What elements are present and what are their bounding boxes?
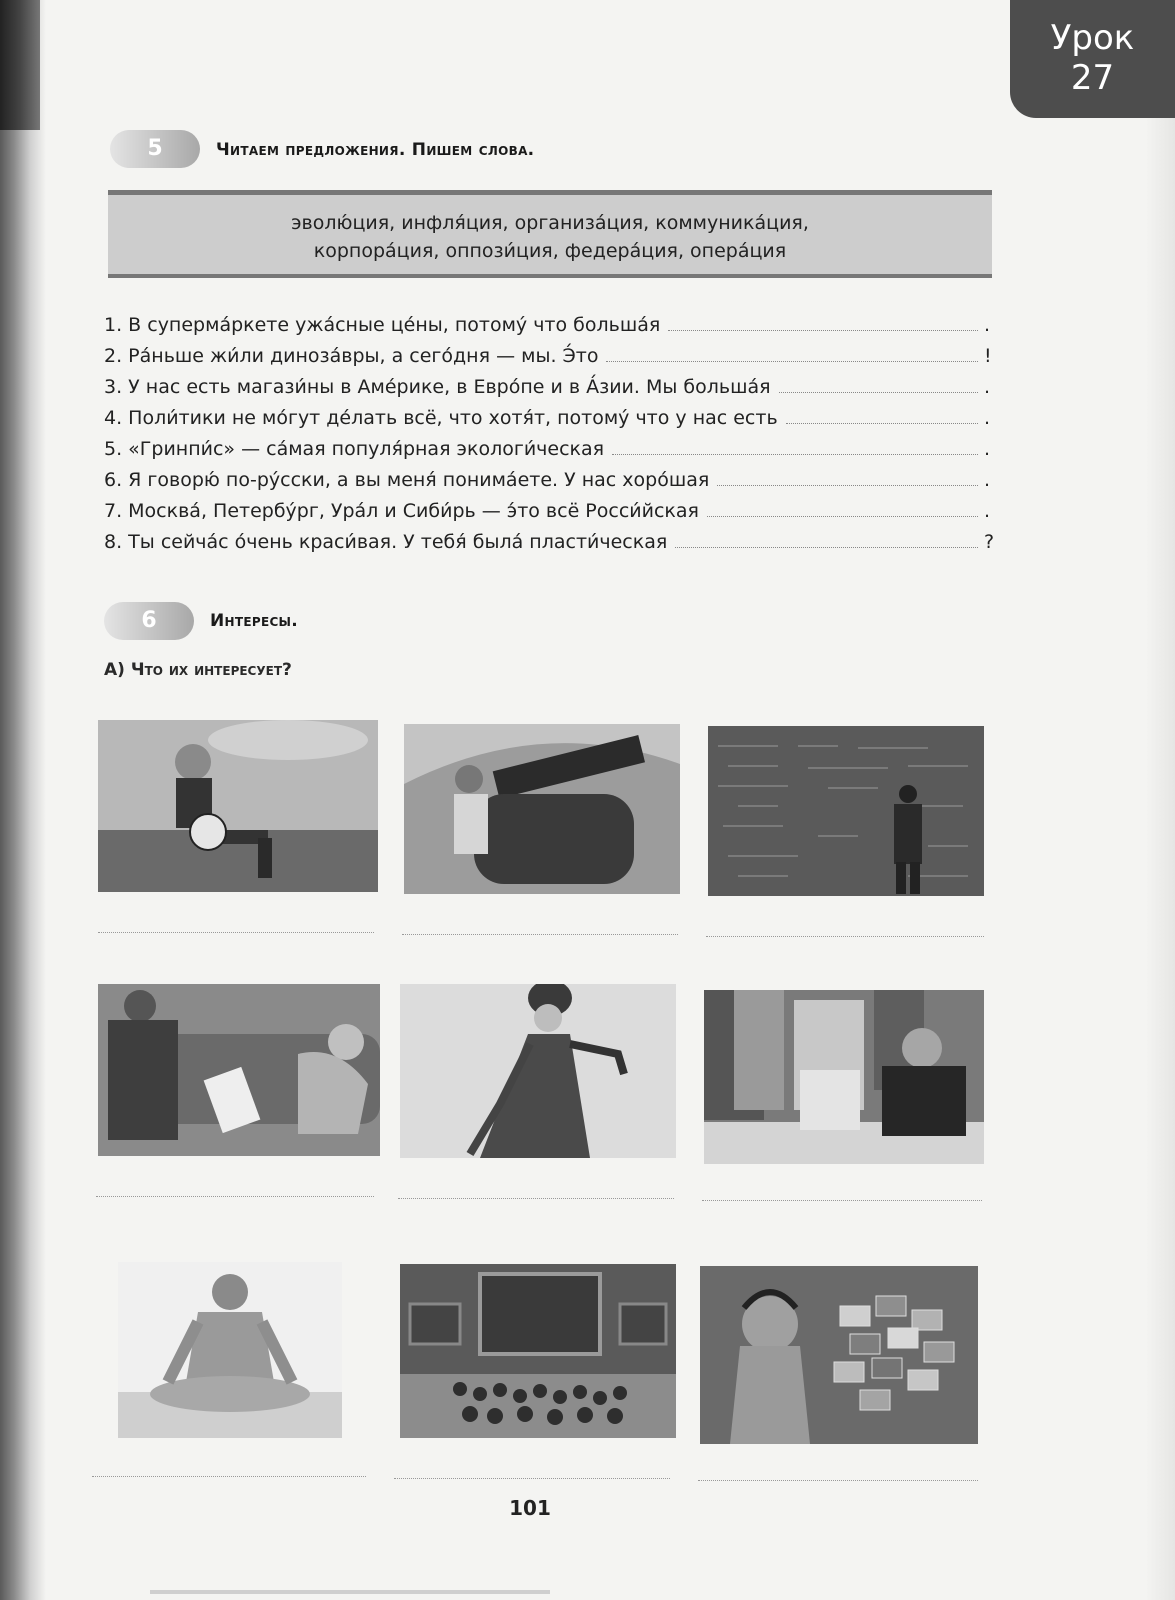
word-bank-line-2: корпора́ция, оппози́ция, федера́ция, опера́ция — [313, 240, 787, 262]
sentence-end-mark: ? — [984, 531, 995, 553]
exercise-5-title: Читаем предложения. Пишем слова. — [216, 140, 535, 160]
sentence-7 — [104, 491, 994, 522]
answer-blank[interactable] — [786, 423, 978, 424]
sentence-end-mark: . — [984, 500, 991, 522]
answer-line[interactable] — [98, 932, 374, 933]
lesson-tab — [1010, 0, 1175, 118]
answer-blank[interactable] — [606, 361, 978, 362]
boy-football-photo — [98, 720, 378, 892]
sentence-end-mark: . — [984, 438, 991, 460]
answer-blank[interactable] — [779, 392, 978, 393]
answer-line[interactable] — [398, 1198, 674, 1199]
sentence-end-mark: . — [984, 469, 991, 491]
psychologist-session-photo — [98, 984, 380, 1156]
book-spine-dark-corner — [0, 0, 40, 130]
answer-line[interactable] — [92, 1476, 366, 1477]
page-bottom-edge — [150, 1590, 550, 1594]
lesson-tab-number: 27 — [1070, 58, 1115, 98]
lesson-tab-label: Урок — [1050, 18, 1135, 58]
mathematician-blackboard-photo — [708, 726, 984, 896]
politician-flags-photo — [704, 990, 984, 1164]
sentence-end-mark: ! — [984, 345, 992, 367]
museum-children-photo — [400, 1264, 676, 1438]
exercise-6-badge: 6 — [104, 602, 194, 640]
sentence-text: 4. Поли́тики не мо́гут де́лать всё, что хотя́т, потому́ что у нас есть — [104, 407, 778, 429]
answer-blank[interactable] — [717, 485, 978, 486]
answer-blank[interactable] — [707, 516, 978, 517]
exercise-6-subtitle: А) Что их интересует? — [104, 660, 292, 680]
sentence-2 — [104, 336, 994, 367]
book-spine-shadow — [0, 0, 46, 1600]
sentence-text: 5. «Гринпи́с» — са́мая популя́рная экологи́ческая — [104, 438, 605, 460]
sentence-end-mark: . — [984, 376, 991, 398]
sentence-end-mark: . — [984, 314, 991, 336]
answer-blank[interactable] — [675, 547, 978, 548]
answer-line[interactable] — [706, 936, 984, 937]
answer-line[interactable] — [402, 934, 678, 935]
sentence-text: 7. Москва́, Петербу́рг, Ура́л и Сиби́рь — э́то всё Росси́йская — [104, 500, 699, 522]
astronomer-telescope-photo — [404, 724, 680, 894]
sentence-text: 8. Ты сейча́с о́чень краси́вая. У тебя́ была́ пласти́ческая — [104, 531, 668, 553]
answer-line[interactable] — [394, 1478, 670, 1479]
sentence-8 — [104, 522, 994, 553]
sentence-end-mark: . — [984, 407, 991, 429]
sentence-1 — [104, 305, 994, 336]
sentence-4 — [104, 398, 994, 429]
sentence-text: 3. У нас есть магази́ны в Аме́рике, в Евро́пе и в А́зии. Мы больша́я — [104, 376, 771, 398]
sentence-text: 2. Ра́ньше жи́ли диноза́вры, а сего́дня — мы. Э́то — [104, 345, 599, 367]
word-bank — [108, 190, 992, 278]
page-number: 101 — [509, 1496, 551, 1520]
sentence-6 — [104, 460, 994, 491]
sentence-list — [104, 305, 994, 553]
languages-flags-photo — [700, 1266, 978, 1444]
page-edge-shade — [1145, 0, 1175, 1600]
exercise-6-title: Интересы. — [210, 611, 299, 631]
answer-blank[interactable] — [612, 454, 978, 455]
answer-blank[interactable] — [668, 330, 978, 331]
sentence-text: 6. Я говорю́ по-ру́сски, а вы меня́ понима́ете. У нас хоро́шая — [104, 469, 710, 491]
sentence-text: 1. В суперма́ркете ужа́сные це́ны, потому́ что больша́я — [104, 314, 661, 336]
exercise-5-badge: 5 — [110, 130, 200, 168]
answer-line[interactable] — [702, 1200, 982, 1201]
yoga-meditation-photo — [118, 1262, 342, 1438]
word-bank-line-1: эволю́ция, инфля́ция, организа́ция, коммуника́ция, — [291, 212, 809, 234]
answer-line[interactable] — [698, 1480, 978, 1481]
sentence-3 — [104, 367, 994, 398]
fashion-model-photo — [400, 984, 676, 1158]
sentence-5 — [104, 429, 994, 460]
answer-line[interactable] — [96, 1196, 374, 1197]
